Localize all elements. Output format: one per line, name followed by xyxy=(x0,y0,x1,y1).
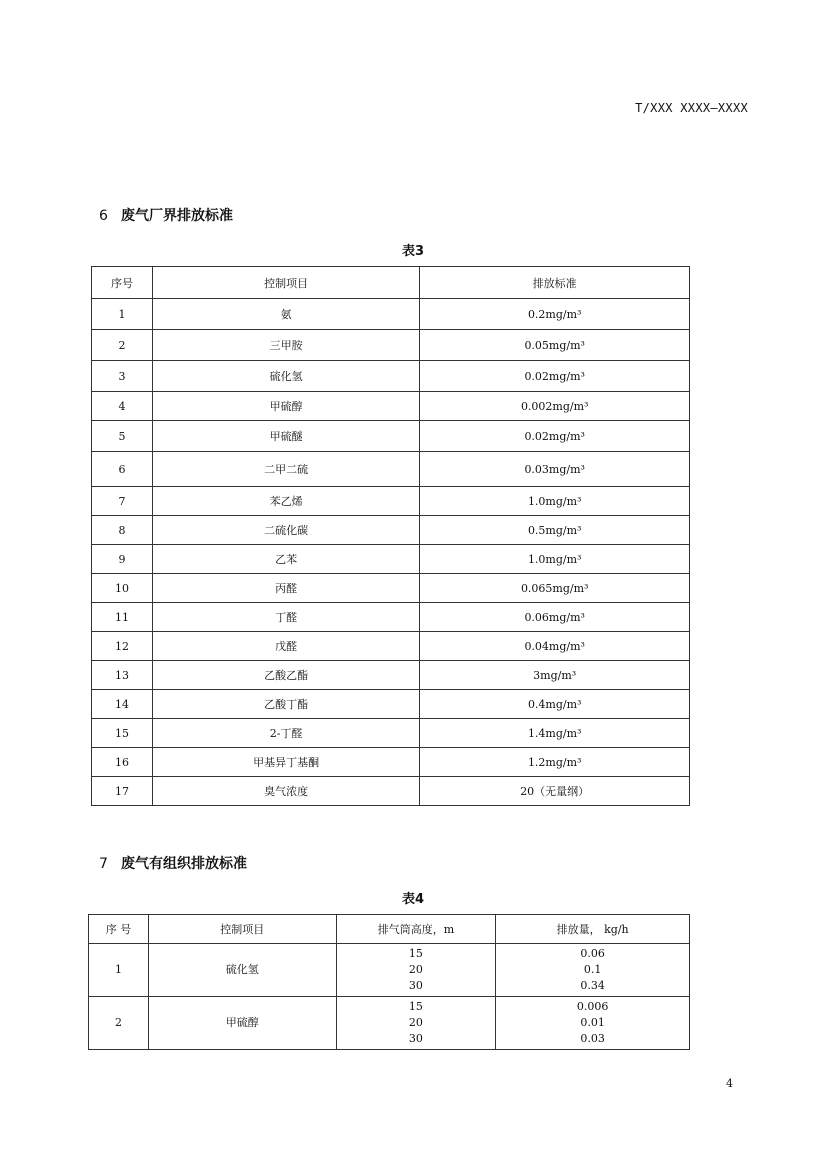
table-4-header-cell: 排放量， kg/h xyxy=(496,915,690,944)
emission-rate-value: 0.01 xyxy=(580,1016,605,1029)
table-cell: 甲硫醇 xyxy=(148,997,336,1050)
table-cell: 4 xyxy=(92,392,153,421)
section-6-title: 废气厂界排放标准 xyxy=(121,208,233,224)
table-cell: 0.05mg/m³ xyxy=(420,330,690,361)
table-cell: 0.02mg/m³ xyxy=(420,421,690,452)
table-cell: 0.065mg/m³ xyxy=(420,574,690,603)
table-cell: 0.04mg/m³ xyxy=(420,632,690,661)
stack-height-value: 15 xyxy=(408,1000,423,1013)
table-cell: 3 xyxy=(92,361,153,392)
table-cell: 二甲二硫 xyxy=(152,452,419,487)
table-cell: 1 xyxy=(92,299,153,330)
section-7-title: 废气有组织排放标准 xyxy=(121,856,247,872)
table-cell: 苯乙烯 xyxy=(152,487,419,516)
emission-rate-value: 0.34 xyxy=(580,979,605,992)
table-cell: 0.03mg/m³ xyxy=(420,452,690,487)
table-row xyxy=(92,421,690,452)
table-cell: 0.2mg/m³ xyxy=(420,299,690,330)
page-number: 4 xyxy=(726,1077,733,1090)
table-4-header-row xyxy=(89,915,690,944)
table-4-header-cell: 序 号 xyxy=(89,915,149,944)
table-cell: 乙酸丁酯 xyxy=(152,690,419,719)
table-cell: 5 xyxy=(92,421,153,452)
table-row xyxy=(92,574,690,603)
table-cell: 20（无量纲） xyxy=(420,777,690,806)
table-cell: 0.5mg/m³ xyxy=(420,516,690,545)
table-3 xyxy=(91,266,690,806)
table-cell: 1.4mg/m³ xyxy=(420,719,690,748)
emission-rate-value: 0.06 xyxy=(580,947,605,960)
table-cell: 臭气浓度 xyxy=(152,777,419,806)
table-cell: 丁醛 xyxy=(152,603,419,632)
table-4-caption: 表4 xyxy=(401,892,425,907)
table-row xyxy=(92,299,690,330)
table-row xyxy=(92,452,690,487)
table-4-header-cell: 排气筒高度，m xyxy=(336,915,496,944)
table-cell: 0.06mg/m³ xyxy=(420,603,690,632)
emission-rate-value: 0.1 xyxy=(583,963,602,976)
table-cell: 6 xyxy=(92,452,153,487)
table-cell: 丙醛 xyxy=(152,574,419,603)
table-cell: 1.0mg/m³ xyxy=(420,545,690,574)
table-row xyxy=(89,944,690,997)
stack-height-value: 20 xyxy=(408,1016,423,1029)
table-4-header-cell: 控制项目 xyxy=(148,915,336,944)
table-row xyxy=(92,361,690,392)
table-cell: 甲基异丁基酮 xyxy=(152,748,419,777)
table-cell: 1 xyxy=(89,944,149,997)
table-3-header-cell: 序号 xyxy=(92,267,153,299)
table-cell: 2 xyxy=(89,997,149,1050)
table-cell: 3mg/m³ xyxy=(420,661,690,690)
table-cell: 16 xyxy=(92,748,153,777)
table-row xyxy=(92,392,690,421)
table-cell: 11 xyxy=(92,603,153,632)
table-cell: 2-丁醛 xyxy=(152,719,419,748)
stack-height-value: 20 xyxy=(408,963,423,976)
table-cell: 9 xyxy=(92,545,153,574)
table-cell: 2 xyxy=(92,330,153,361)
table-cell: 硫化氢 xyxy=(152,361,419,392)
table-row xyxy=(92,719,690,748)
section-7-number: 7 xyxy=(99,856,108,872)
table-cell: 13 xyxy=(92,661,153,690)
table-row xyxy=(92,603,690,632)
table-cell: 戊醛 xyxy=(152,632,419,661)
table-row xyxy=(92,545,690,574)
table-row xyxy=(92,690,690,719)
stack-height-cell xyxy=(336,944,496,997)
stack-height-value: 30 xyxy=(408,979,423,992)
section-6-heading xyxy=(99,205,233,225)
table-3-header-cell: 控制项目 xyxy=(152,267,419,299)
stack-height-value: 30 xyxy=(408,1032,423,1045)
stack-height-cell xyxy=(336,997,496,1050)
emission-rate-cell xyxy=(496,944,690,997)
table-cell: 0.4mg/m³ xyxy=(420,690,690,719)
table-cell: 乙苯 xyxy=(152,545,419,574)
table-3-header-cell: 排放标准 xyxy=(420,267,690,299)
table-row xyxy=(92,632,690,661)
table-cell: 氨 xyxy=(152,299,419,330)
table-cell: 1.0mg/m³ xyxy=(420,487,690,516)
table-cell: 0.02mg/m³ xyxy=(420,361,690,392)
table-4 xyxy=(88,914,690,1050)
table-3-caption: 表3 xyxy=(401,244,425,259)
table-cell: 0.002mg/m³ xyxy=(420,392,690,421)
table-cell: 7 xyxy=(92,487,153,516)
table-3-header-row xyxy=(92,267,690,299)
emission-rate-cell xyxy=(496,997,690,1050)
table-cell: 三甲胺 xyxy=(152,330,419,361)
table-cell: 硫化氢 xyxy=(148,944,336,997)
table-cell: 甲硫醇 xyxy=(152,392,419,421)
table-row xyxy=(92,777,690,806)
table-cell: 二硫化碳 xyxy=(152,516,419,545)
table-cell: 8 xyxy=(92,516,153,545)
emission-rate-value: 0.006 xyxy=(576,1000,609,1013)
table-cell: 乙酸乙酯 xyxy=(152,661,419,690)
table-row xyxy=(89,997,690,1050)
table-cell: 15 xyxy=(92,719,153,748)
table-row xyxy=(92,487,690,516)
table-row xyxy=(92,330,690,361)
section-6-number: 6 xyxy=(99,208,108,224)
document-code: T/XXX XXXX—XXXX xyxy=(635,101,748,115)
table-cell: 甲硫醚 xyxy=(152,421,419,452)
table-cell: 1.2mg/m³ xyxy=(420,748,690,777)
section-7-heading xyxy=(99,853,247,873)
table-row xyxy=(92,748,690,777)
table-cell: 12 xyxy=(92,632,153,661)
table-cell: 10 xyxy=(92,574,153,603)
table-row xyxy=(92,661,690,690)
emission-rate-value: 0.03 xyxy=(580,1032,605,1045)
table-cell: 17 xyxy=(92,777,153,806)
stack-height-value: 15 xyxy=(408,947,423,960)
table-row xyxy=(92,516,690,545)
table-cell: 14 xyxy=(92,690,153,719)
